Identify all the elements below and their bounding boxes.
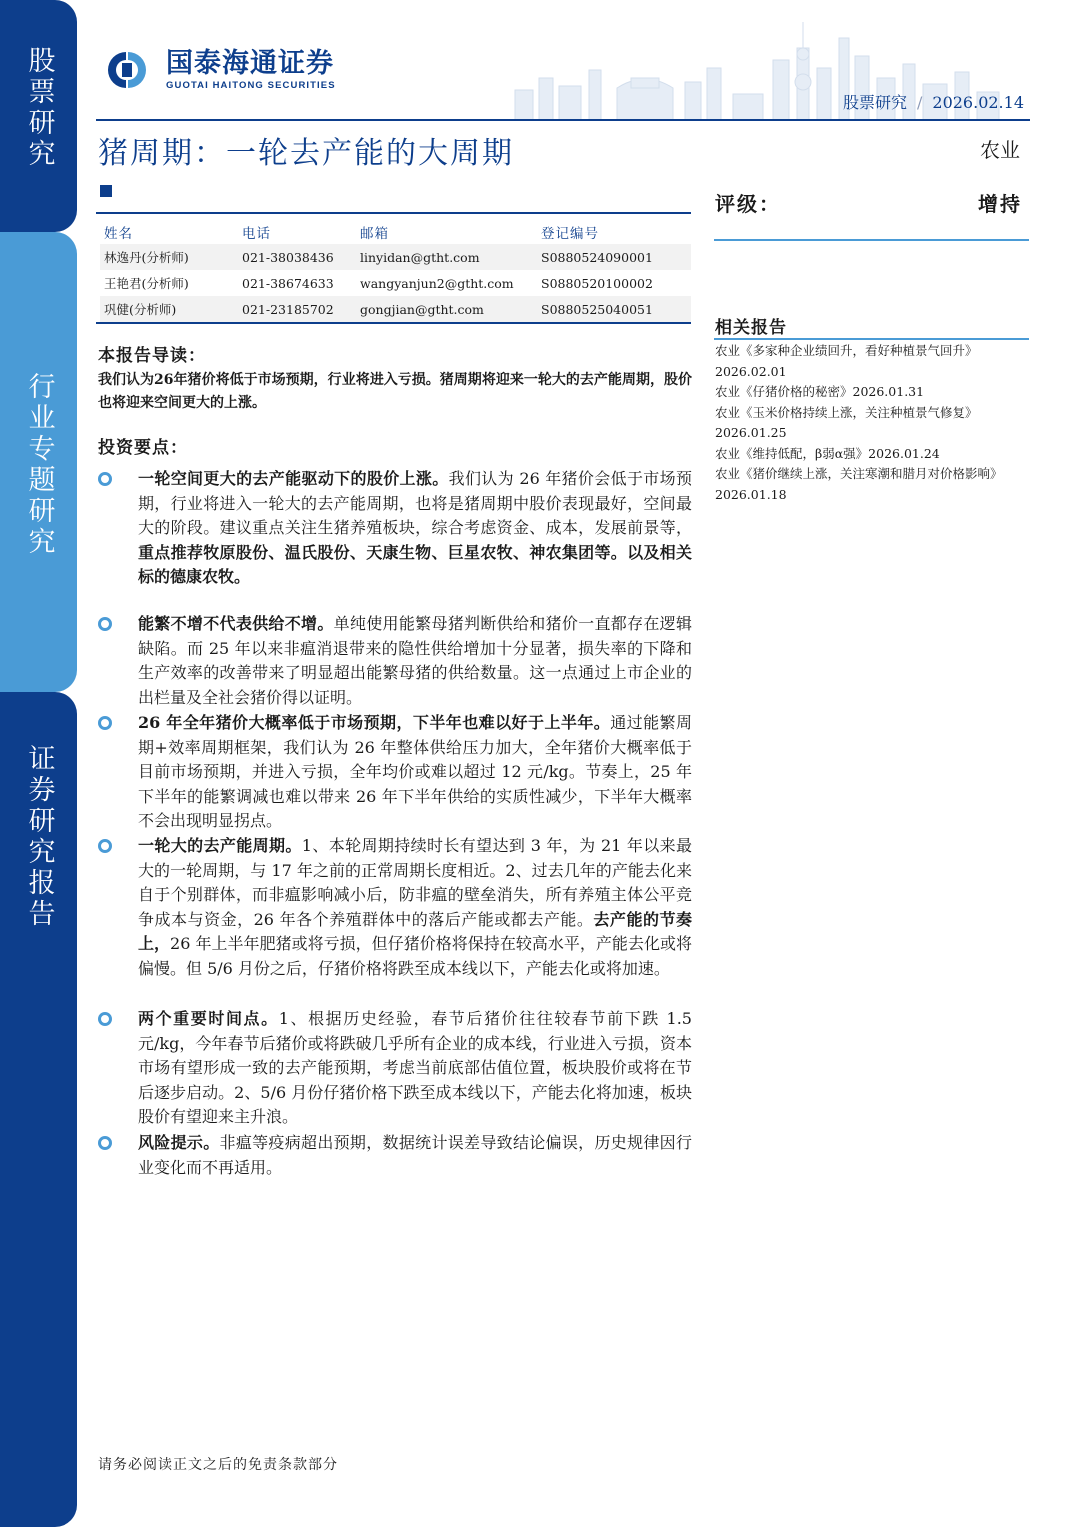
points-heading: 投资要点： [98,438,188,458]
side-tab-industry-research [0,232,77,692]
rating-value: 增持 [978,192,1022,216]
investment-point [98,467,692,590]
column-header-email: 邮箱 [360,225,389,242]
related-reports-list [715,341,1027,505]
point-text: 单纯使用能繁母猪判断供给和猪价一直都存在逻辑缺陷。而 25 年以来非瘟消退带来的隐性供给增加十分显著，损失率的下降和生产效率的改善带来了明显超出能繁母猪的供给数量。这一点通过上市企业的出栏量及全社会猪价得以证明。 [138,614,692,707]
analyst-email[interactable]: linyidan@gtht.com [360,244,541,270]
related-report-item[interactable]: 农业《维持低配，β弱α强》2026.01.24 [715,445,940,461]
header-date: 2026.02.14 [932,93,1024,112]
investment-point [98,834,692,982]
logo-name-cn: 国泰海通证券 [166,48,334,79]
point-text: 去产能的节奏上， [138,909,692,954]
analyst-registration: S0880525040051 [541,296,691,322]
investment-point [98,1007,692,1130]
rating-divider [714,239,1029,241]
point-lead: 两个重要时间点。 [138,1009,279,1028]
header-separator: / [917,93,923,112]
table-row [100,270,691,296]
side-tab-stock-research [0,0,77,232]
bullet-ring-icon [98,472,112,486]
investment-point [98,1131,692,1180]
header-meta [843,90,1024,113]
bullet-ring-icon [98,1136,112,1150]
point-lead: 风险提示。 [138,1133,220,1152]
intro-text: 我们认为26年猪价将低于市场预期，行业将进入亏损。猪周期将迎来一轮大的去产能周期，股价也将迎来空间更大的上涨。 [98,372,692,411]
analyst-phone: 021-23185702 [242,296,360,322]
square-marker-icon [100,185,112,197]
investment-point [98,612,692,710]
analyst-phone: 021-38038436 [242,244,360,270]
side-tab-label: 证券研究报告 [23,744,55,930]
point-lead: 能繁不增不代表供给不增。 [138,614,334,633]
analyst-name: 王艳君(分析师) [104,276,189,291]
point-text: 1、本轮周期持续时长有望达到 3 年，为 21 年以来最大的一轮周期，与 17 年之前的正常周期长度相近。2、过去几年的产能去化来自于个别群体，而非瘟影响减小后，防非瘟的壁垒消失，所有养殖主体公平竞争成本与资金，26 年各个养殖群体中的落后产能或都去产能。 [138,836,692,929]
side-tab-label: 股票研究 [23,46,55,170]
analyst-email[interactable]: gongjian@gtht.com [360,296,541,322]
point-text: 非瘟等疫病超出预期，数据统计误差导致结论偏误，历史规律因行业变化而不再适用。 [138,1133,692,1177]
bullet-ring-icon [98,839,112,853]
related-report-item[interactable]: 农业《多家种企业绩回升，看好种植景气回升》2026.02.01 [715,343,978,379]
point-text: 我们认为 26 年猪价会低于市场预期，行业将进入一轮大的去产能周期，也将是猪周期中股价表现最好，空间最大的阶段。建议重点关注生猪养殖板块，综合考虑资金、成本，发展前景等， [138,469,692,538]
investment-point [98,711,692,834]
point-lead: 26 年全年猪价大概率低于市场预期，下半年也难以好于上半年。 [138,713,611,732]
analyst-name: 林逸丹(分析师) [100,244,242,270]
industry-label: 农业 [980,138,1020,162]
column-header-registration: 登记编号 [541,225,599,242]
point-text: 重点推荐牧原股份、温氏股份、天康生物、巨星农牧、神农集团等。以及相关标的德康农牧。 [138,542,692,587]
analyst-email[interactable]: wangyanjun2@gtht.com [360,275,514,291]
column-header-name: 姓名 [104,225,133,242]
analyst-registration: S0880524090001 [541,244,691,270]
point-lead: 一轮大的去产能周期。 [138,836,302,855]
header-category: 股票研究 [842,93,907,112]
disclaimer-note: 请务必阅读正文之后的免责条款部分 [98,1457,338,1473]
table-top-divider [96,212,691,214]
bullet-ring-icon [98,1012,112,1026]
point-text: 1、根据历史经验，春节后猪价往往较春节前下跌 1.5 元/kg，今年春节后猪价或将跌破几乎所有企业的成本线，行业进入亏损，资本市场有望形成一致的去产能预期，考虑当前底部估值位置，板块股价或将在节后逐步启动。2、5/6 月份仔猪价格下跌至成本线以下，产能去化将加速，板块股价有望迎来主升浪。 [138,1009,692,1127]
rating-label: 评级： [715,192,781,216]
related-reports-divider [714,338,1029,340]
analyst-table [100,219,691,322]
analyst-registration: S0880520100002 [541,275,653,291]
logo-name-en: GUOTAI HAITONG SECURITIES [166,80,336,91]
point-text: 26 年上半年肥猪或将亏损，但仔猪价格将保持在较高水平，产能去化或将偏慢。但 5/6 月份之后，仔猪价格将跌至成本线以下，产能去化或将加速。 [138,934,692,978]
company-logo [96,48,336,92]
bullet-ring-icon [98,716,112,730]
related-report-item[interactable]: 农业《玉米价格持续上涨，关注种植景气修复》2026.01.25 [715,404,978,440]
table-bottom-divider [96,322,691,324]
related-report-item[interactable]: 农业《仔猪价格的秘密》2026.01.31 [715,384,925,399]
related-report-item[interactable]: 农业《猪价继续上涨，关注寒潮和腊月对价格影响》2026.01.18 [715,466,1003,502]
analyst-name: 巩健(分析师) [100,296,242,322]
side-tab-label: 行业专题研究 [23,372,55,558]
side-tab-securities-report [0,692,77,1527]
intro-heading: 本报告导读： [98,346,206,366]
table-row [100,296,691,322]
analyst-phone: 021-38674633 [242,275,334,291]
point-lead: 一轮空间更大的去产能驱动下的股价上涨。 [138,469,449,488]
table-row [100,244,691,270]
related-reports-heading: 相关报告 [715,318,787,338]
point-text: 通过能繁周期+效率周期框架，我们认为 26 年整体供给压力加大，全年猪价大概率低于目前市场预期，并进入亏损，全年均价或难以超过 12 元/kg。节奏上，25 年下半年的能繁调减也难以带来 26 年下半年供给的实质性减少，下半年大概率不会出现明显拐点。 [138,713,692,831]
analyst-table-header [100,219,691,244]
report-title: 猪周期：一轮去产能的大周期 [98,136,514,171]
header-divider [96,119,1030,121]
bullet-ring-icon [98,617,112,631]
column-header-phone: 电话 [242,225,271,242]
logo-mark-icon [96,48,158,92]
